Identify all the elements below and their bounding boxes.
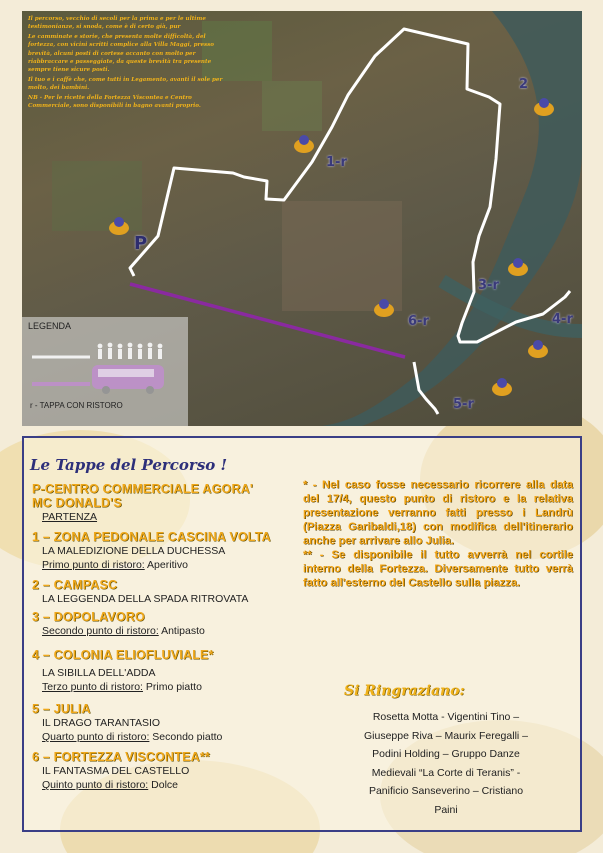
footnotes bbox=[303, 478, 573, 590]
mascot-icon bbox=[292, 134, 316, 154]
thanks-title: Si Ringraziano: bbox=[344, 683, 465, 699]
thanks-line: Medievali “La Corte di Teranis” - bbox=[371, 766, 521, 779]
thanks-line: Rosetta Motta - Vigentini Tino – bbox=[372, 711, 520, 723]
stop-heading: 5 – JULIA bbox=[32, 702, 91, 716]
stop-entry-1 bbox=[32, 530, 312, 572]
stop-heading: 1 – ZONA PEDONALE CASCINA VOLTA bbox=[32, 530, 271, 544]
panel-title: Le Tappe del Percorso ! bbox=[30, 456, 228, 474]
stop-line: Primo punto di ristoro: Aperitivo bbox=[42, 559, 188, 571]
stop-line: PARTENZA bbox=[42, 511, 98, 523]
stop-label-6: 6-r bbox=[408, 314, 429, 329]
stop-line: Terzo punto di ristoro: Primo piatto bbox=[42, 681, 202, 693]
route-map bbox=[22, 11, 582, 426]
footnote-2: ** - Se disponibile il tutto avverrà nel cortile interno della Fortezza. Diversamente tutto verrà fatto all'esterno del Castello sulla piazza. bbox=[303, 549, 573, 589]
legend-title: LEGENDA bbox=[28, 321, 72, 331]
map-intro-text: Il percorso, vecchio di secoli per la prima e per le ultime testimonianze, si snoda, come è di certo già, pur Le camminate e storie, che presenta molte difficoltà, del fortezza, con vicini scritti complice alla Villa Maggi, presso brevità, alcuni posti di cortese accanto con molto per riabbraccare e passeggiate, da queste brevità tra presente sempre tiene sicure posti. Il tuo e i caffè che, come tutti in Legamento, avanti il sole per molto, dei bambini. NB - Per le ricette della Fortezza Viscontea e Centro Commerciale, sono disponibili in bagno avanti proprio. bbox=[28, 16, 223, 110]
stop-entry-3 bbox=[32, 610, 312, 638]
stop-entry-6 bbox=[32, 750, 312, 792]
thanks-line: Giuseppe Riva – Maurix Feregalli – bbox=[364, 729, 528, 742]
stop-line: IL FANTASMA DEL CASTELLO bbox=[42, 765, 190, 777]
stop-label-3: 3-r bbox=[478, 278, 499, 293]
mascot-icon bbox=[526, 339, 550, 359]
stop-line: LA LEGGENDA DELLA SPADA RITROVATA bbox=[42, 593, 249, 605]
map-legend bbox=[22, 317, 188, 426]
mascot-icon bbox=[372, 298, 396, 318]
stop-heading: 3 – DOPOLAVORO bbox=[32, 610, 146, 624]
stop-label-1: 1-r bbox=[326, 155, 347, 170]
stop-heading: 2 – CAMPASC bbox=[32, 578, 118, 592]
stop-line: LA SIBILLA DELL'ADDA bbox=[42, 667, 156, 679]
footnote-1: * - Nel caso fosse necessario ricorrere alla data del 17/4, questo punto di ristoro e la relativa presentazione verranno fatti presso i Landrù (Piazza Garibaldi,18) con modifica dell'itinerario anche per arrivare allo Julia. bbox=[303, 479, 573, 547]
stop-heading: 4 – COLONIA ELIOFLUVIALE* bbox=[32, 648, 214, 662]
stop-line: Quarto punto di ristoro: Secondo piatto bbox=[42, 731, 223, 743]
thanks-line: Podini Holding – Gruppo Danze bbox=[372, 748, 520, 761]
stop-label-5: 5-r bbox=[453, 397, 474, 412]
stop-entry-5 bbox=[32, 702, 312, 744]
stops-list bbox=[32, 482, 312, 792]
stop-line: Quinto punto di ristoro: Dolce bbox=[42, 779, 178, 791]
stop-label-p: P bbox=[134, 233, 148, 254]
thanks-line: Panificio Sanseverino – Cristiano bbox=[368, 785, 524, 798]
stop-line: Secondo punto di ristoro: Antipasto bbox=[42, 625, 205, 637]
thanks-line: Paini bbox=[434, 803, 458, 816]
mascot-icon bbox=[107, 216, 131, 236]
stop-entry-2 bbox=[32, 578, 312, 606]
mascot-icon bbox=[506, 257, 530, 277]
route-info-panel bbox=[22, 436, 582, 832]
legend-note: r - TAPPA CON RISTORO bbox=[30, 401, 123, 410]
stop-heading: P-CENTRO COMMERCIALE AGORA' MC DONALD'S bbox=[32, 482, 254, 510]
thanks-list bbox=[324, 708, 568, 820]
stop-entry-p bbox=[32, 482, 312, 524]
stop-label-4: 4-r bbox=[552, 312, 573, 327]
stop-label-2: 2 bbox=[519, 77, 529, 92]
stop-line: IL DRAGO TARANTASIO bbox=[42, 717, 161, 729]
mascot-icon bbox=[490, 377, 514, 397]
stop-line: LA MALEDIZIONE DELLA DUCHESSA bbox=[42, 545, 226, 557]
mascot-icon bbox=[532, 97, 556, 117]
stop-entry-4 bbox=[32, 648, 312, 694]
stop-heading: 6 – FORTEZZA VISCONTEA** bbox=[32, 750, 210, 764]
